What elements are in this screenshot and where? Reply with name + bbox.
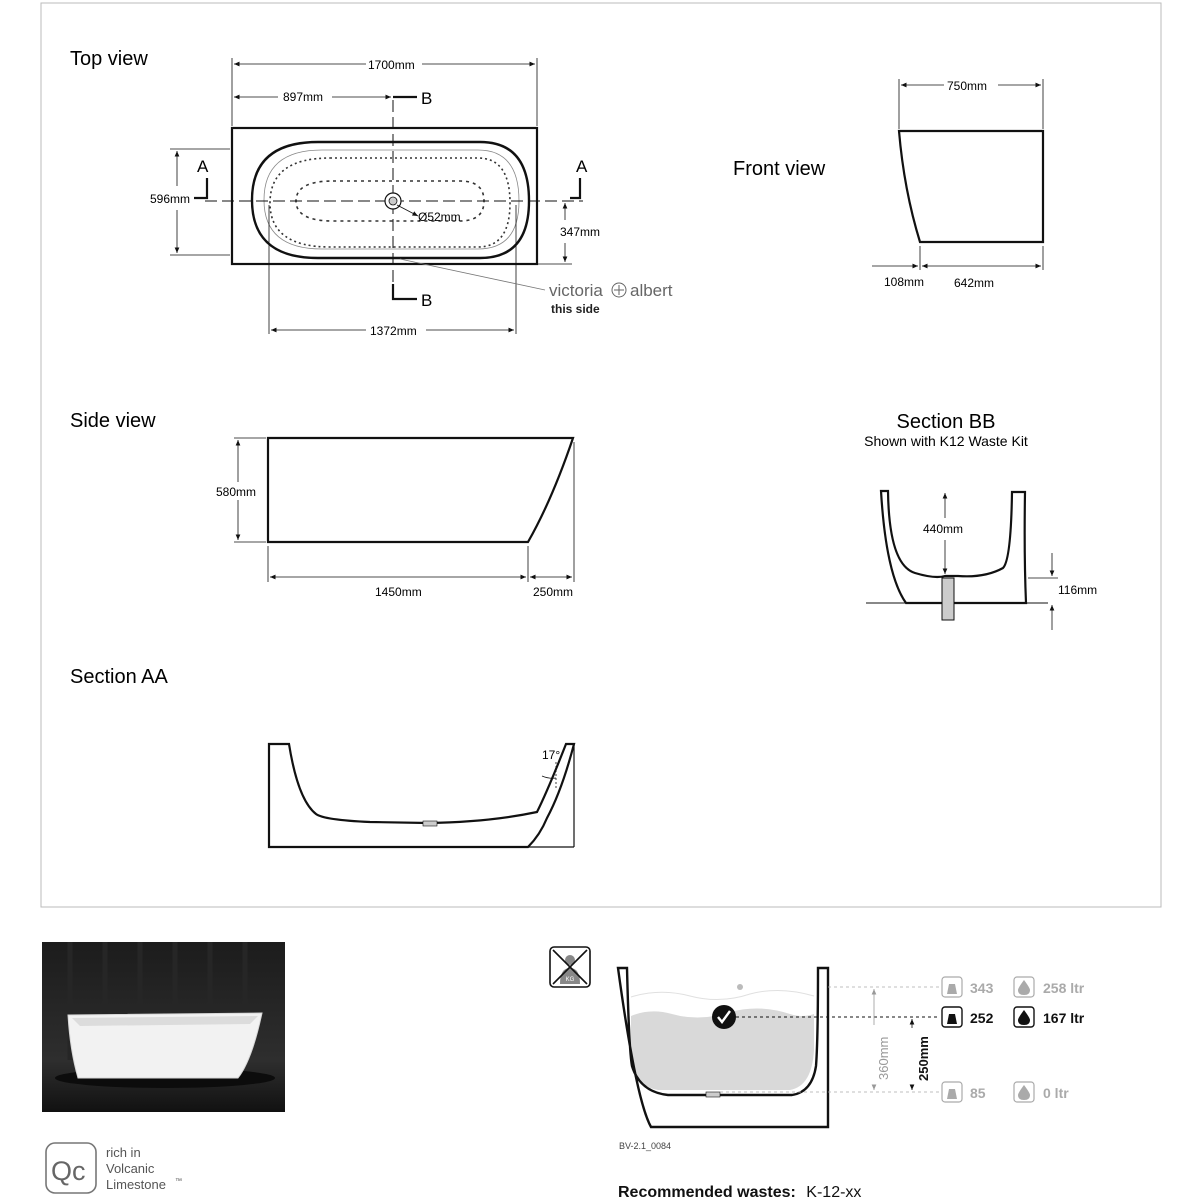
recommended-wastes-value: K-12-xx <box>806 1184 862 1200</box>
section-aa-profile <box>269 744 574 847</box>
svg-text:KG: KG <box>565 977 575 983</box>
overall-length-dim: 1700mm <box>368 58 415 72</box>
top-view-outline <box>232 128 537 264</box>
section-aa <box>70 666 574 847</box>
svg-text:258 ltr: 258 ltr <box>1043 980 1085 996</box>
section-aa-waste <box>423 821 437 826</box>
side-height-dim: 580mm <box>216 485 257 499</box>
svg-text:85: 85 <box>970 1085 986 1101</box>
svg-text:0 ltr: 0 ltr <box>1043 1085 1069 1101</box>
brand-logo-victoria: victoria <box>549 281 603 300</box>
svg-text:167 ltr: 167 ltr <box>1043 1010 1085 1026</box>
recommended-level-icon <box>712 1005 736 1029</box>
recommended-wastes <box>618 1184 861 1200</box>
side-view-heading: Side view <box>70 410 156 432</box>
section-bb-note: Shown with K12 Waste Kit <box>864 433 1028 449</box>
width-dim: 596mm <box>150 192 191 206</box>
recommended-level-row <box>942 1007 1085 1027</box>
drawing-code: BV-2.1_0084 <box>619 1141 672 1151</box>
front-view-outline <box>899 131 1043 242</box>
section-aa-heading: Section AA <box>70 666 168 688</box>
section-bb <box>864 411 1097 630</box>
recommended-wastes-label: Recommended wastes: <box>618 1184 796 1200</box>
material-line-3: Limestone <box>106 1177 166 1192</box>
material-badge <box>46 1143 182 1193</box>
overflow-height-dim: 360mm <box>876 1036 891 1080</box>
top-view-heading: Top view <box>70 48 148 70</box>
waste-kit <box>942 578 954 620</box>
capacity-diagram <box>550 947 1085 1151</box>
top-view <box>70 48 673 338</box>
full-level-row <box>942 977 1085 997</box>
section-aa-angle: 17° <box>542 748 561 762</box>
side-overhang-dim: 250mm <box>533 585 574 599</box>
section-bb-depth-dim: 440mm <box>923 522 964 536</box>
section-b-bottom: B <box>421 291 433 310</box>
svg-text:252: 252 <box>970 1010 994 1026</box>
side-base-length-dim: 1450mm <box>375 585 422 599</box>
half-width-dim: 347mm <box>560 225 601 239</box>
empty-level-row <box>942 1082 1069 1102</box>
section-bb-heading: Section BB <box>896 411 996 433</box>
brand-logo-albert: albert <box>630 281 673 300</box>
section-a-right: A <box>576 157 588 176</box>
waste-diameter-label: Ø52mm <box>418 210 461 224</box>
side-view <box>70 410 574 599</box>
brand-note: this side <box>551 302 600 316</box>
front-width-dim: 750mm <box>947 79 988 93</box>
front-base-offset-dim: 108mm <box>884 275 925 289</box>
material-line-1: rich in <box>106 1145 141 1160</box>
material-line-2: Volcanic <box>106 1161 155 1176</box>
front-base-width-dim: 642mm <box>954 276 995 290</box>
section-a-left: A <box>197 157 209 176</box>
section-b-top: B <box>421 89 433 108</box>
side-view-outline <box>268 438 573 542</box>
product-photo <box>42 942 285 1112</box>
water-height-dim: 250mm <box>916 1036 931 1081</box>
svg-text:™: ™ <box>175 1178 182 1185</box>
inner-length-dim: 1372mm <box>370 324 417 338</box>
section-bb-waste-dim: 116mm <box>1058 583 1098 597</box>
front-view <box>733 79 1043 290</box>
waste-outlet-inner <box>389 197 397 205</box>
svg-text:343: 343 <box>970 980 994 996</box>
svg-text:Qc: Qc <box>51 1156 86 1186</box>
centre-offset-dim: 897mm <box>283 90 324 104</box>
front-view-heading: Front view <box>733 158 826 180</box>
